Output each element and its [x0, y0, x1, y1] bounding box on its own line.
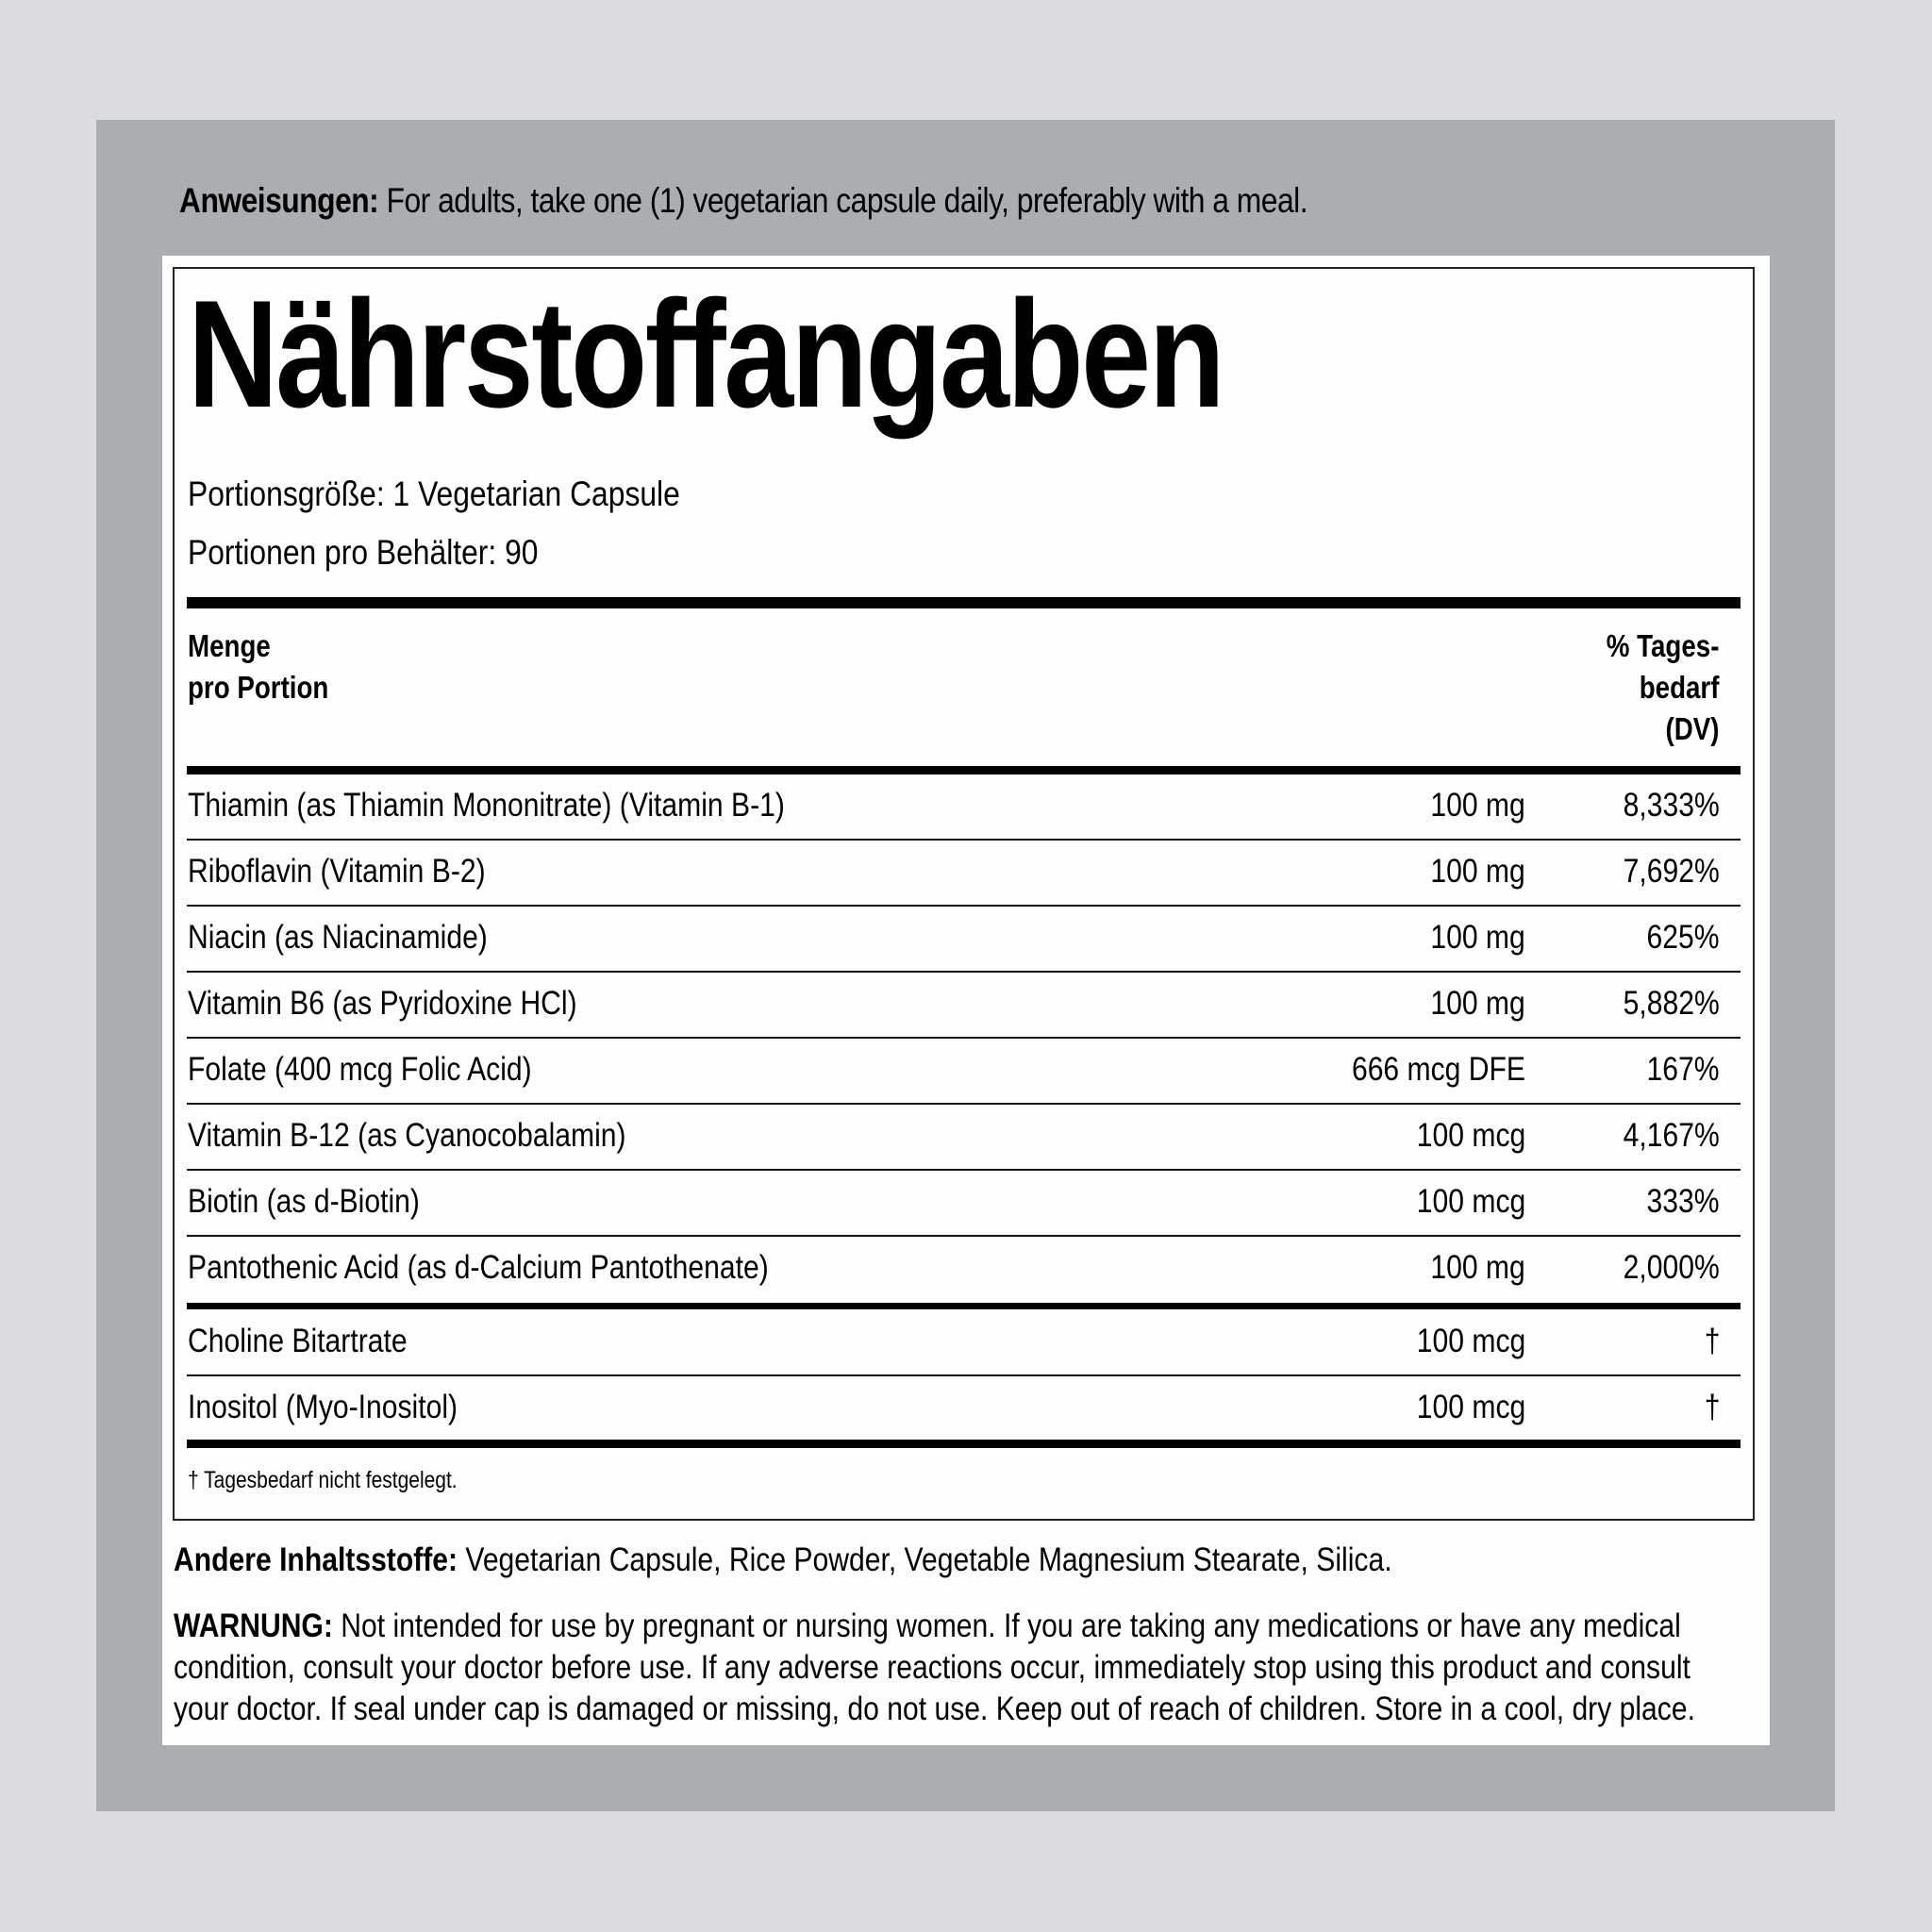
directions [179, 181, 1307, 221]
nutrient-name: Inositol (Myo-Inositol) [188, 1389, 458, 1425]
warning-line-1 [174, 1606, 1788, 1647]
nutrient-amount: 100 mg [1430, 853, 1525, 890]
header-amount-line2: pro Portion [188, 670, 329, 705]
other-ingredients-text: Vegetarian Capsule, Rice Powder, Vegetable Magnesium Stearate, Silica. [458, 1541, 1392, 1578]
footnote: † Tagesbedarf nicht festgelegt. [188, 1467, 458, 1493]
nutrient-amount: 100 mcg [1416, 1183, 1525, 1220]
nutrient-dv: 4,167% [1623, 1117, 1720, 1154]
warning-label: WARNUNG: [174, 1607, 333, 1644]
nutrient-amount: 100 mcg [1416, 1389, 1525, 1425]
warning-line-2: condition, consult your doctor before use. If any adverse reactions occur, immediately stop using this product and consult [174, 1649, 1690, 1686]
divider-medium [187, 1303, 1740, 1309]
nutrient-name: Vitamin B6 (as Pyridoxine HCl) [188, 985, 577, 1022]
nutrient-name: Riboflavin (Vitamin B-2) [188, 853, 486, 890]
nutrient-amount: 666 mcg DFE [1351, 1051, 1525, 1088]
table-row [187, 1105, 1740, 1171]
table-row [187, 1039, 1740, 1105]
header-amount-line1: Menge [188, 628, 271, 663]
nutrient-amount: 100 mg [1430, 787, 1525, 824]
warning-line-3: your doctor. If seal under cap is damaged or missing, do not use. Keep out of reach of children. Store in a cool, dry place. [174, 1690, 1695, 1727]
nutrient-name: Choline Bitartrate [188, 1323, 408, 1359]
nutrient-amount: 100 mg [1430, 919, 1525, 956]
nutrient-dv: 167% [1647, 1051, 1720, 1088]
table-row [187, 907, 1740, 973]
table-row [187, 1171, 1740, 1237]
warning-text-1: Not intended for use by pregnant or nursing women. If you are taking any medications or have any medical [332, 1607, 1681, 1644]
nutrient-dv: 333% [1647, 1183, 1720, 1220]
warning [174, 1606, 1788, 1730]
table-row [187, 1310, 1740, 1376]
divider-thick [187, 597, 1740, 608]
amount-per-serving-header [188, 625, 328, 708]
servings-per-container: Portionen pro Behälter: 90 [188, 533, 539, 572]
header-dv-line1: % Tages- [1606, 628, 1719, 663]
nutrient-name: Thiamin (as Thiamin Mononitrate) (Vitamin B-1) [188, 787, 785, 824]
directions-label: Anweisungen: [179, 181, 379, 220]
nutrient-dv: 2,000% [1623, 1249, 1720, 1286]
table-row [187, 774, 1740, 841]
nutrition-facts-box [173, 267, 1755, 1521]
nutrient-name: Pantothenic Acid (as d-Calcium Pantothenate) [188, 1249, 769, 1286]
nutrient-dv: † [1704, 1389, 1720, 1425]
nutrient-dv: 5,882% [1623, 985, 1720, 1022]
table-row [187, 973, 1740, 1039]
divider-thick [187, 1440, 1740, 1448]
nutrient-dv: 8,333% [1623, 787, 1720, 824]
facts-title: Nährstoffangaben [188, 269, 1224, 440]
table-row [187, 841, 1740, 907]
daily-value-header [1606, 625, 1719, 750]
header-dv-line3: (DV) [1665, 711, 1719, 746]
serving-size: Portionsgröße: 1 Vegetarian Capsule [188, 475, 680, 513]
nutrient-table [187, 774, 1740, 1303]
nutrient-dv: 625% [1647, 919, 1720, 956]
divider-thick [187, 766, 1740, 774]
header-dv-line2: bedarf [1639, 670, 1719, 705]
nutrient-amount: 100 mg [1430, 1249, 1525, 1286]
table-row [187, 1376, 1740, 1442]
table-row [187, 1237, 1740, 1303]
other-ingredients [174, 1541, 1392, 1579]
nutrient-name: Niacin (as Niacinamide) [188, 919, 488, 956]
other-ingredients-label: Andere Inhaltsstoffe: [174, 1541, 458, 1578]
nutrient-amount: 100 mg [1430, 985, 1525, 1022]
nutrient-name: Folate (400 mcg Folic Acid) [188, 1051, 532, 1088]
nutrient-name: Vitamin B-12 (as Cyanocobalamin) [188, 1117, 626, 1154]
nutrient-amount: 100 mcg [1416, 1323, 1525, 1359]
directions-text: For adults, take one (1) vegetarian capsule daily, preferably with a meal. [378, 181, 1308, 220]
nutrient-name: Biotin (as d-Biotin) [188, 1183, 420, 1220]
nutrient-amount: 100 mcg [1416, 1117, 1525, 1154]
nutrient-dv: 7,692% [1623, 853, 1720, 890]
nutrient-dv: † [1704, 1323, 1720, 1359]
other-nutrient-table [187, 1310, 1740, 1442]
